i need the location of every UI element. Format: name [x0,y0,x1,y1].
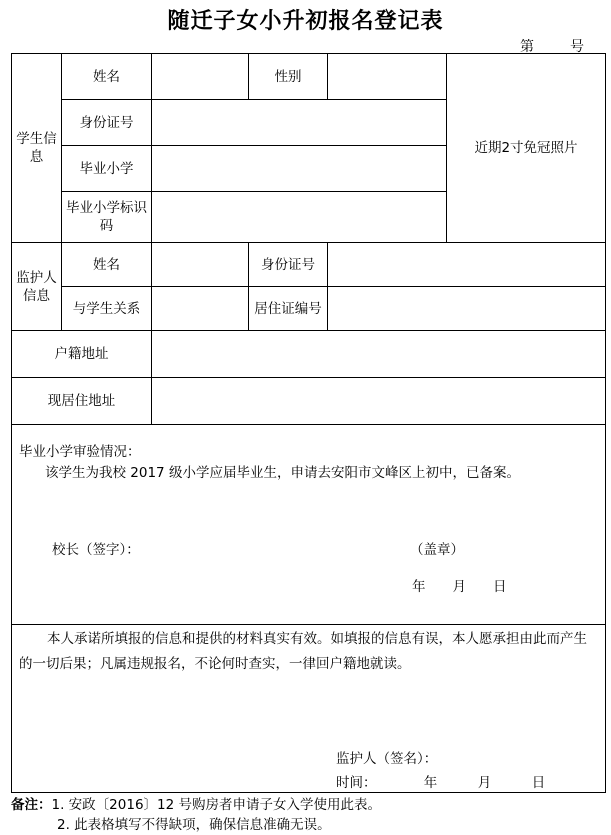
pledge-time-label: 时间： 年 月 日 [336,775,546,791]
form-title: 随迁子女小升初报名登记表 [167,8,444,34]
student-section-label: 学生信息 [12,54,62,243]
serial-prefix: 第 [520,39,534,55]
current-address-field[interactable] [152,378,606,425]
school-review-section [12,425,606,625]
school-code-field[interactable] [152,192,447,243]
pledge-body: 本人承诺所填报的信息和提供的材料真实有效。如填报的信息有误，本人愿承担由此而产生的一切后果；凡属违规报名，不论何时查实，一律回户籍地就读。 [19,631,587,672]
student-id-label: 身份证号 [62,100,152,146]
school-review-heading: 毕业小学审验情况： [19,444,141,460]
guardian-id-field[interactable] [328,243,606,287]
principal-signature-label: 校长（签字）： [52,542,140,558]
note-item: 1. 安政〔2016〕12 号购房者申请子女入学使用此表。 [51,797,381,813]
current-address-label: 现居住地址 [12,378,152,425]
photo-text: 近期2寸免冠照片 [474,140,578,156]
photo-box [447,54,606,243]
school-review-body: 该学生为我校 2017 级小学应届毕业生，申请去安阳市文峰区上初中，已备案。 [45,465,520,481]
seal-label: （盖章） [410,542,464,558]
student-id-field[interactable] [152,100,447,146]
graduated-school-field[interactable] [152,146,447,192]
relation-label: 与学生关系 [62,287,152,331]
relation-field[interactable] [152,287,249,331]
guardian-name-label: 姓名 [62,243,152,287]
notes [11,795,381,835]
residence-permit-field[interactable] [328,287,606,331]
household-address-label: 户籍地址 [12,331,152,378]
student-gender-label: 性别 [249,54,328,100]
school-code-label: 毕业小学标识码 [62,192,152,243]
registration-table [11,53,606,793]
student-gender-field[interactable] [328,54,447,100]
student-name-label: 姓名 [62,54,152,100]
household-address-field[interactable] [152,331,606,378]
guardian-section-label: 监护人信息 [12,243,62,331]
residence-permit-label: 居住证编号 [249,287,328,331]
guardian-id-label: 身份证号 [249,243,328,287]
review-date: 年 月 日 [412,579,507,595]
serial-suffix: 号 [570,39,584,55]
guardian-name-field[interactable] [152,243,249,287]
notes-label: 备注： [11,797,52,813]
guardian-signature-label: 监护人（签名）： [336,751,438,767]
student-name-field[interactable] [152,54,249,100]
pledge-section [12,625,606,793]
note-item: 2. 此表格填写不得缺项，确保信息准确无误。 [57,817,331,833]
graduated-school-label: 毕业小学 [62,146,152,192]
